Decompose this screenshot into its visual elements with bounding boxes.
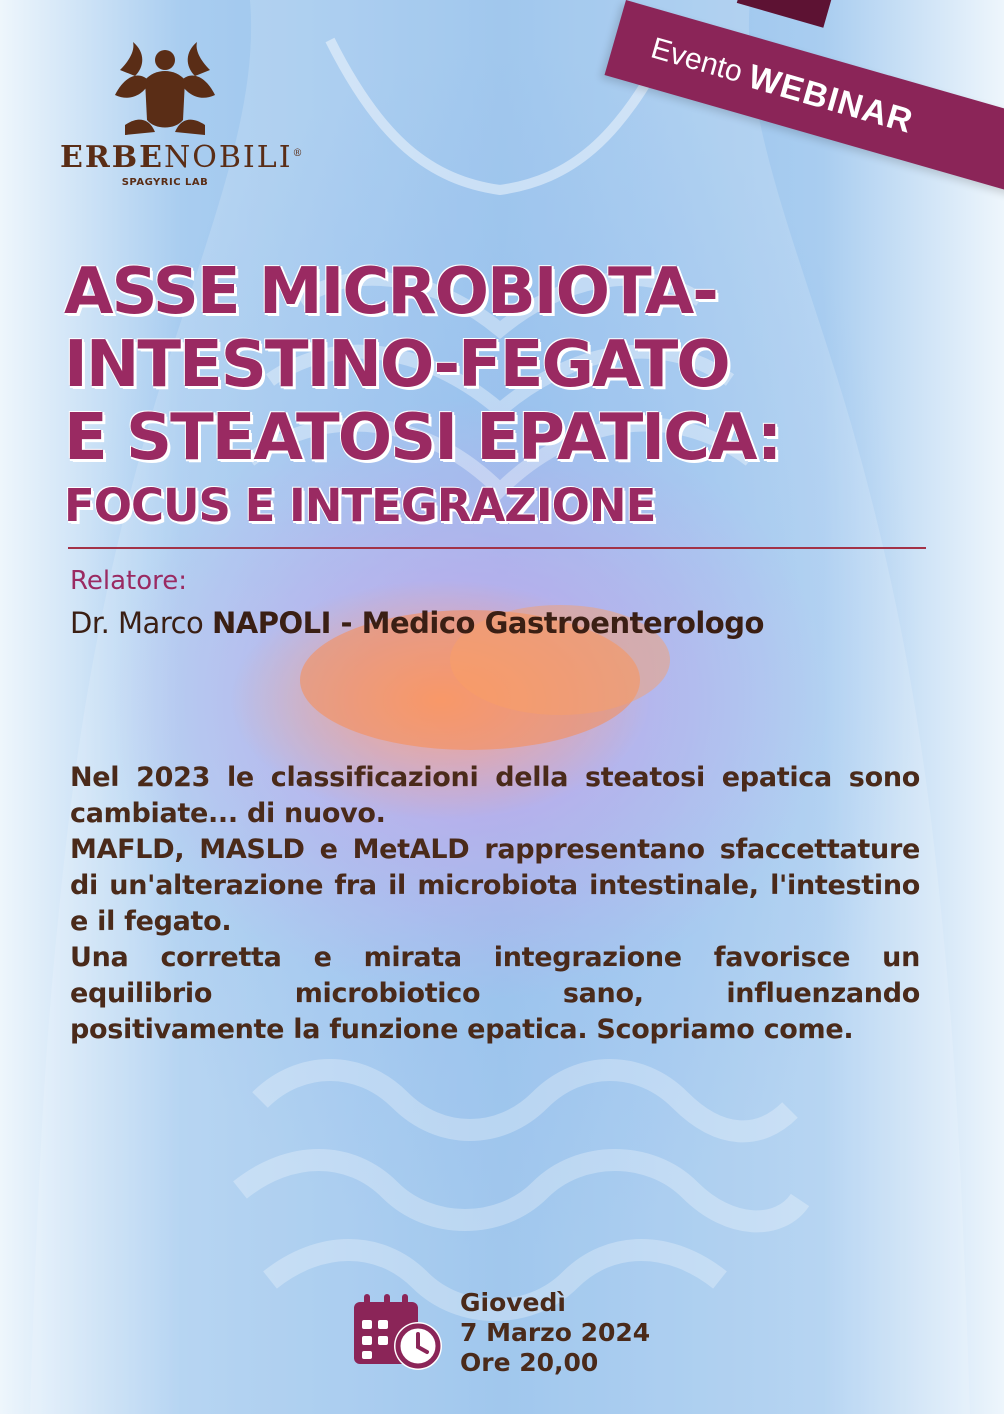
- description-paragraph: Una corretta e mirata integrazione favorisce un equilibrio microbiotico sano, influenzando positivamente la funzione epatica. Scopriamo come.: [70, 942, 920, 1045]
- event-description: [70, 760, 920, 1048]
- logo-wordmark: [60, 140, 305, 175]
- event-time: Ore 20,00: [460, 1348, 599, 1377]
- description-paragraph: Nel 2023 le classificazioni della steatosi epatica sono cambiate... di nuovo.: [70, 762, 920, 829]
- description-paragraph: MAFLD, MASLD e MetALD rappresentano sfaccettature di un'alterazione fra il microbiota intestinale, l'intestino e il fegato.: [70, 834, 920, 937]
- speaker-prefix: Dr. Marco: [70, 606, 204, 640]
- erbenobili-logo: [60, 40, 305, 190]
- speaker-label: Relatore:: [70, 566, 188, 596]
- logo-name-light: NOBILI: [164, 140, 293, 175]
- title-line-1: ASSE MICROBIOTA-: [64, 255, 717, 329]
- event-schedule: [350, 1288, 690, 1388]
- calendar-clock-icon: [350, 1292, 450, 1372]
- logo-name-bold: ERBE: [60, 140, 165, 175]
- title-line-3: E STEATOSI EPATICA:: [64, 401, 781, 475]
- title-divider: [68, 547, 926, 549]
- title-line-4: FOCUS E INTEGRAZIONE: [64, 479, 656, 532]
- title-line-2: INTESTINO-FEGATO: [64, 328, 729, 402]
- event-title: [64, 256, 964, 537]
- event-date-text: [460, 1288, 650, 1378]
- speaker-name: [70, 606, 764, 640]
- ribbon-prefix: Evento: [647, 31, 747, 90]
- logo-registered: ®: [292, 148, 305, 159]
- event-date: 7 Marzo 2024: [460, 1318, 651, 1347]
- logo-subtitle: SPAGYRIC LAB: [121, 177, 209, 188]
- speaker-surname-role: NAPOLI - Medico Gastroenterologo: [212, 606, 764, 640]
- ribbon-label: WEBINAR: [744, 57, 918, 141]
- logo-emblem-icon: [105, 40, 225, 140]
- event-day: Giovedì: [460, 1288, 566, 1317]
